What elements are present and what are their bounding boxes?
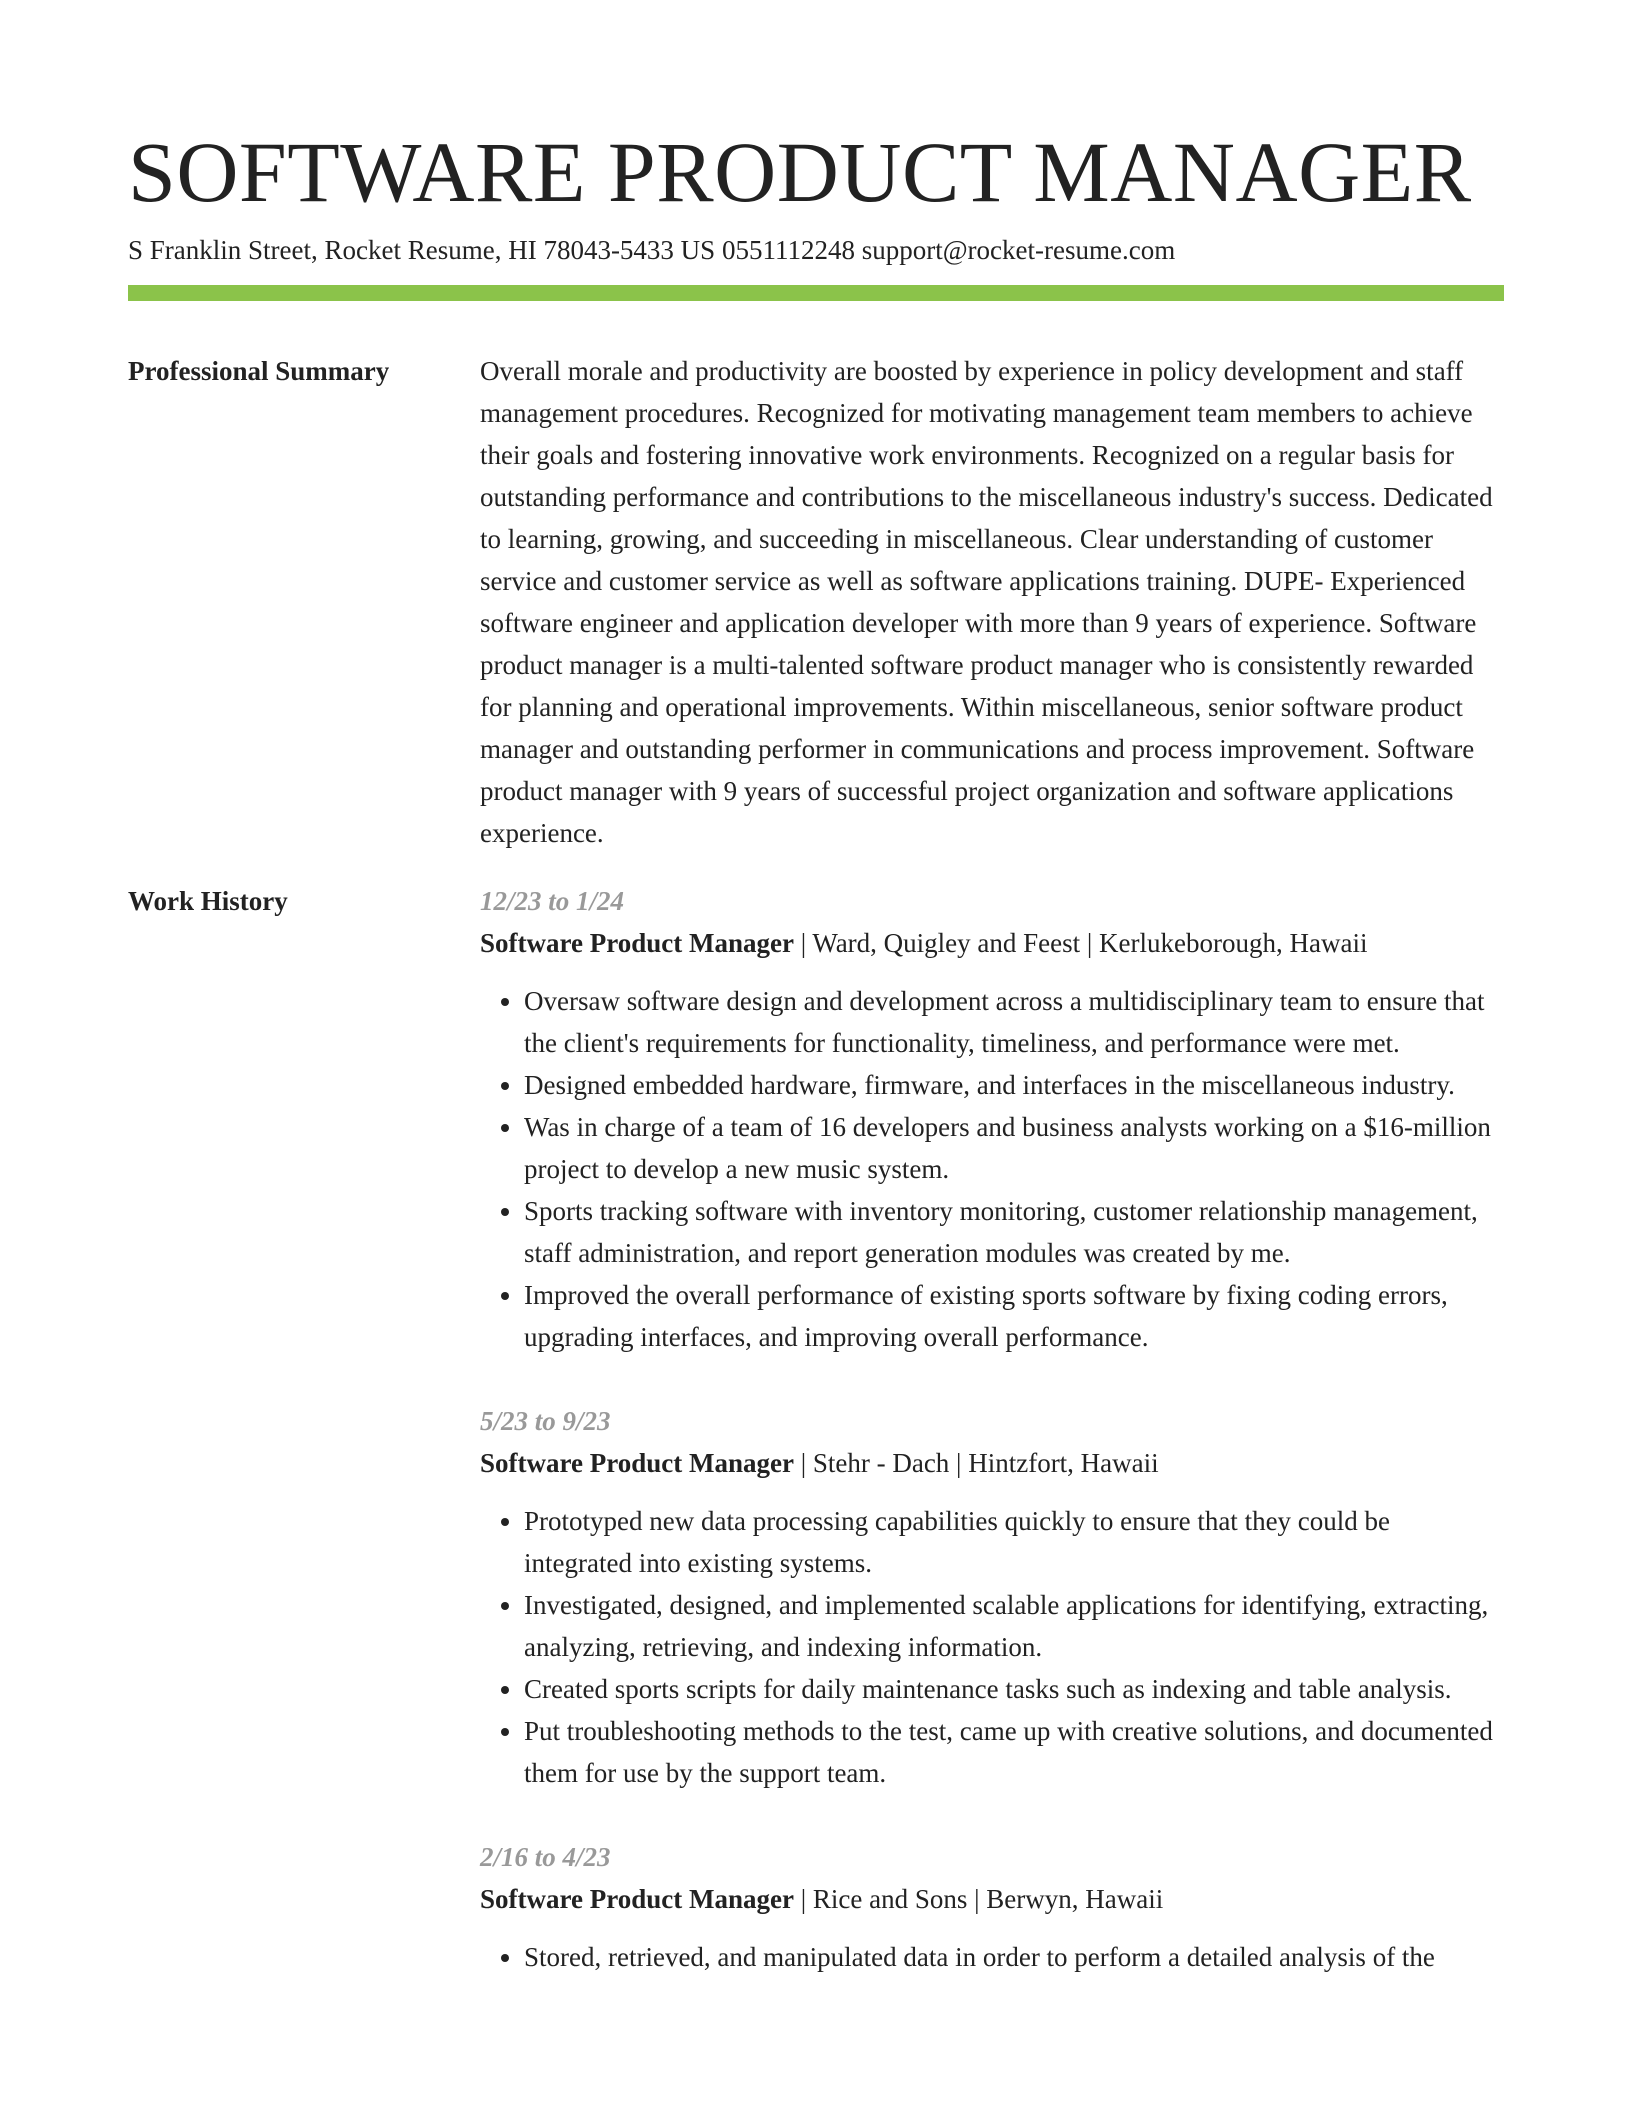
job-entry	[480, 1836, 1504, 1978]
job-bullet: • Designed embedded hardware, firmware, and interfaces in the miscellaneous industry.	[524, 1064, 1504, 1106]
job-bullet: • Created sports scripts for daily maintenance tasks such as indexing and table analysis.	[524, 1668, 1504, 1710]
job-bullet: • Oversaw software design and development across a multidisciplinary team to ensure that the client's requirements for functionality, timeliness, and performance were met.	[524, 980, 1504, 1064]
resume-title: SOFTWARE PRODUCT MANAGER	[128, 124, 1472, 220]
job-bullet: • Improved the overall performance of existing sports software by fixing coding errors, upgrading interfaces, and improving overall performance.	[524, 1274, 1504, 1358]
job-title: Software Product Manager	[480, 928, 794, 958]
work-history-heading: Work History	[128, 886, 288, 916]
contact-line: S Franklin Street, Rocket Resume, HI 78043-5433 US 0551112248 support@rocket-resume.com	[128, 235, 1176, 265]
job-bullet: • Was in charge of a team of 16 developers and business analysts working on a $16-million project to develop a new music system.	[524, 1106, 1504, 1190]
job-dates: 2/16 to 4/23	[480, 1842, 611, 1872]
summary-body	[480, 350, 1504, 854]
job-dates: 5/23 to 9/23	[480, 1406, 611, 1436]
job-details: | Rice and Sons | Berwyn, Hawaii	[793, 1884, 1164, 1914]
job-header	[480, 922, 1504, 964]
job-bullet: • Sports tracking software with inventory monitoring, customer relationship management, staff administration, and report generation modules was created by me.	[524, 1190, 1504, 1274]
job-bullets	[480, 1936, 1504, 1978]
job-title: Software Product Manager	[480, 1884, 794, 1914]
job-bullets	[480, 1500, 1504, 1794]
job-details: | Ward, Quigley and Feest | Kerlukeborough, Hawaii	[793, 928, 1368, 958]
summary-heading: Professional Summary	[128, 356, 390, 386]
job-dates: 12/23 to 1/24	[480, 886, 625, 916]
job-bullet: • Investigated, designed, and implemented scalable applications for identifying, extracting, analyzing, retrieving, and indexing information.	[524, 1584, 1504, 1668]
job-title: Software Product Manager	[480, 1448, 794, 1478]
header-divider	[128, 285, 1504, 301]
resume-page	[128, 0, 1504, 2112]
job-entry	[480, 880, 1504, 1358]
work-history-body	[480, 880, 1504, 2020]
summary-text: Overall morale and productivity are boosted by experience in policy development and staff management procedures. Recognized for motivating management team members to achieve their goals and fostering innovative work environments. Recognized on a regular basis for outstanding performance and contributions to the miscellaneous industry's success. Dedicated to learning, growing, and succeeding in miscellaneous. Clear understanding of customer service and customer service as well as software applications training. DUPE- Experienced software engineer and application developer with more than 9 years of experience. Software product manager is a multi-talented software product manager who is consistently rewarded for planning and operational improvements. Within miscellaneous, senior software product manager and outstanding performer in communications and process improvement. Software product manager with 9 years of successful project organization and software applications experience.	[480, 356, 1493, 848]
job-bullet: • Stored, retrieved, and manipulated data in order to perform a detailed analysis of the	[524, 1936, 1504, 1978]
job-bullet: • Prototyped new data processing capabilities quickly to ensure that they could be integrated into existing systems.	[524, 1500, 1504, 1584]
job-entry	[480, 1400, 1504, 1794]
job-header	[480, 1878, 1504, 1920]
job-bullets	[480, 980, 1504, 1358]
job-bullet: • Put troubleshooting methods to the test, came up with creative solutions, and documented them for use by the support team.	[524, 1710, 1504, 1794]
job-header	[480, 1442, 1504, 1484]
job-details: | Stehr - Dach | Hintzfort, Hawaii	[793, 1448, 1159, 1478]
